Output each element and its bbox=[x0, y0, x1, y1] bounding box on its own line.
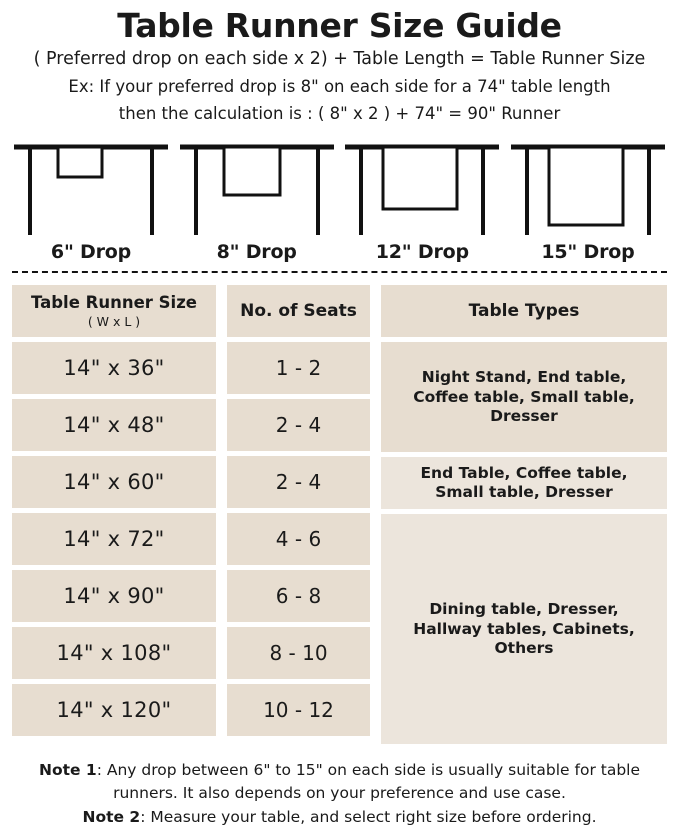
column-header-size-label: Table Runner Size bbox=[30, 293, 197, 313]
column-header-size-sublabel: ( W x L ) bbox=[87, 314, 141, 330]
drop-diagram-8 bbox=[178, 137, 336, 263]
table-runner-illustration-icon bbox=[12, 137, 170, 237]
table-runner-illustration-icon bbox=[343, 137, 501, 237]
table-row: 14" x 48" bbox=[12, 399, 216, 451]
table-types-group: Night Stand, End table, Coffee table, Small table, Dresser bbox=[381, 342, 667, 452]
size-guide-page bbox=[0, 8, 679, 834]
size-column bbox=[12, 285, 216, 749]
table-row: 14" x 72" bbox=[12, 513, 216, 565]
table-row: 2 - 4 bbox=[227, 399, 370, 451]
table-row: 14" x 120" bbox=[12, 684, 216, 736]
column-header-seats: No. of Seats bbox=[227, 285, 370, 337]
table-row: 14" x 108" bbox=[12, 627, 216, 679]
table-runner-illustration-icon bbox=[178, 137, 336, 237]
seats-column bbox=[227, 285, 370, 749]
note-1-text: : Any drop between 6" to 15" on each side is usually suitable for table runners. It also depends on your preference and use case. bbox=[96, 761, 641, 802]
note-1 bbox=[14, 759, 665, 804]
table-row: 1 - 2 bbox=[227, 342, 370, 394]
example-line-2: then the calculation is : ( 8" x 2 ) + 74" = 90" Runner bbox=[118, 103, 561, 123]
note-2 bbox=[14, 806, 665, 828]
table-row: 14" x 60" bbox=[12, 456, 216, 508]
drop-label: 12" Drop bbox=[375, 241, 469, 264]
drop-diagram-12 bbox=[343, 137, 501, 263]
table-types-group: End Table, Coffee table, Small table, Dresser bbox=[381, 457, 667, 509]
types-column bbox=[381, 285, 667, 749]
table-types-group: Dining table, Dresser, Hallway tables, Cabinets, Others bbox=[381, 514, 667, 744]
table-runner-illustration-icon bbox=[509, 137, 667, 237]
table-row: 4 - 6 bbox=[227, 513, 370, 565]
note-2-text: : Measure your table, and select right size before ordering. bbox=[140, 808, 597, 827]
table-row: 14" x 36" bbox=[12, 342, 216, 394]
notes-section bbox=[8, 759, 671, 828]
drop-label: 6" Drop bbox=[50, 241, 132, 264]
drop-diagram-15 bbox=[509, 137, 667, 263]
formula-line: ( Preferred drop on each side x 2) + Table Length = Table Runner Size bbox=[33, 49, 646, 70]
page-title: Table Runner Size Guide bbox=[117, 6, 562, 45]
drop-label: 15" Drop bbox=[541, 241, 635, 264]
size-table bbox=[8, 285, 671, 749]
table-row: 2 - 4 bbox=[227, 456, 370, 508]
drop-diagram-6 bbox=[12, 137, 170, 263]
table-row: 14" x 90" bbox=[12, 570, 216, 622]
table-row: 8 - 10 bbox=[227, 627, 370, 679]
column-header-types: Table Types bbox=[381, 285, 667, 337]
section-divider bbox=[12, 271, 667, 273]
note-2-label: Note 2 bbox=[82, 808, 141, 827]
table-row: 6 - 8 bbox=[227, 570, 370, 622]
column-header-size bbox=[12, 285, 216, 337]
table-row: 10 - 12 bbox=[227, 684, 370, 736]
note-1-label: Note 1 bbox=[38, 761, 97, 780]
example-line-1: Ex: If your preferred drop is 8" on each side for a 74" table length bbox=[68, 76, 611, 96]
drop-diagram-row bbox=[8, 137, 671, 263]
drop-label: 8" Drop bbox=[216, 241, 297, 264]
